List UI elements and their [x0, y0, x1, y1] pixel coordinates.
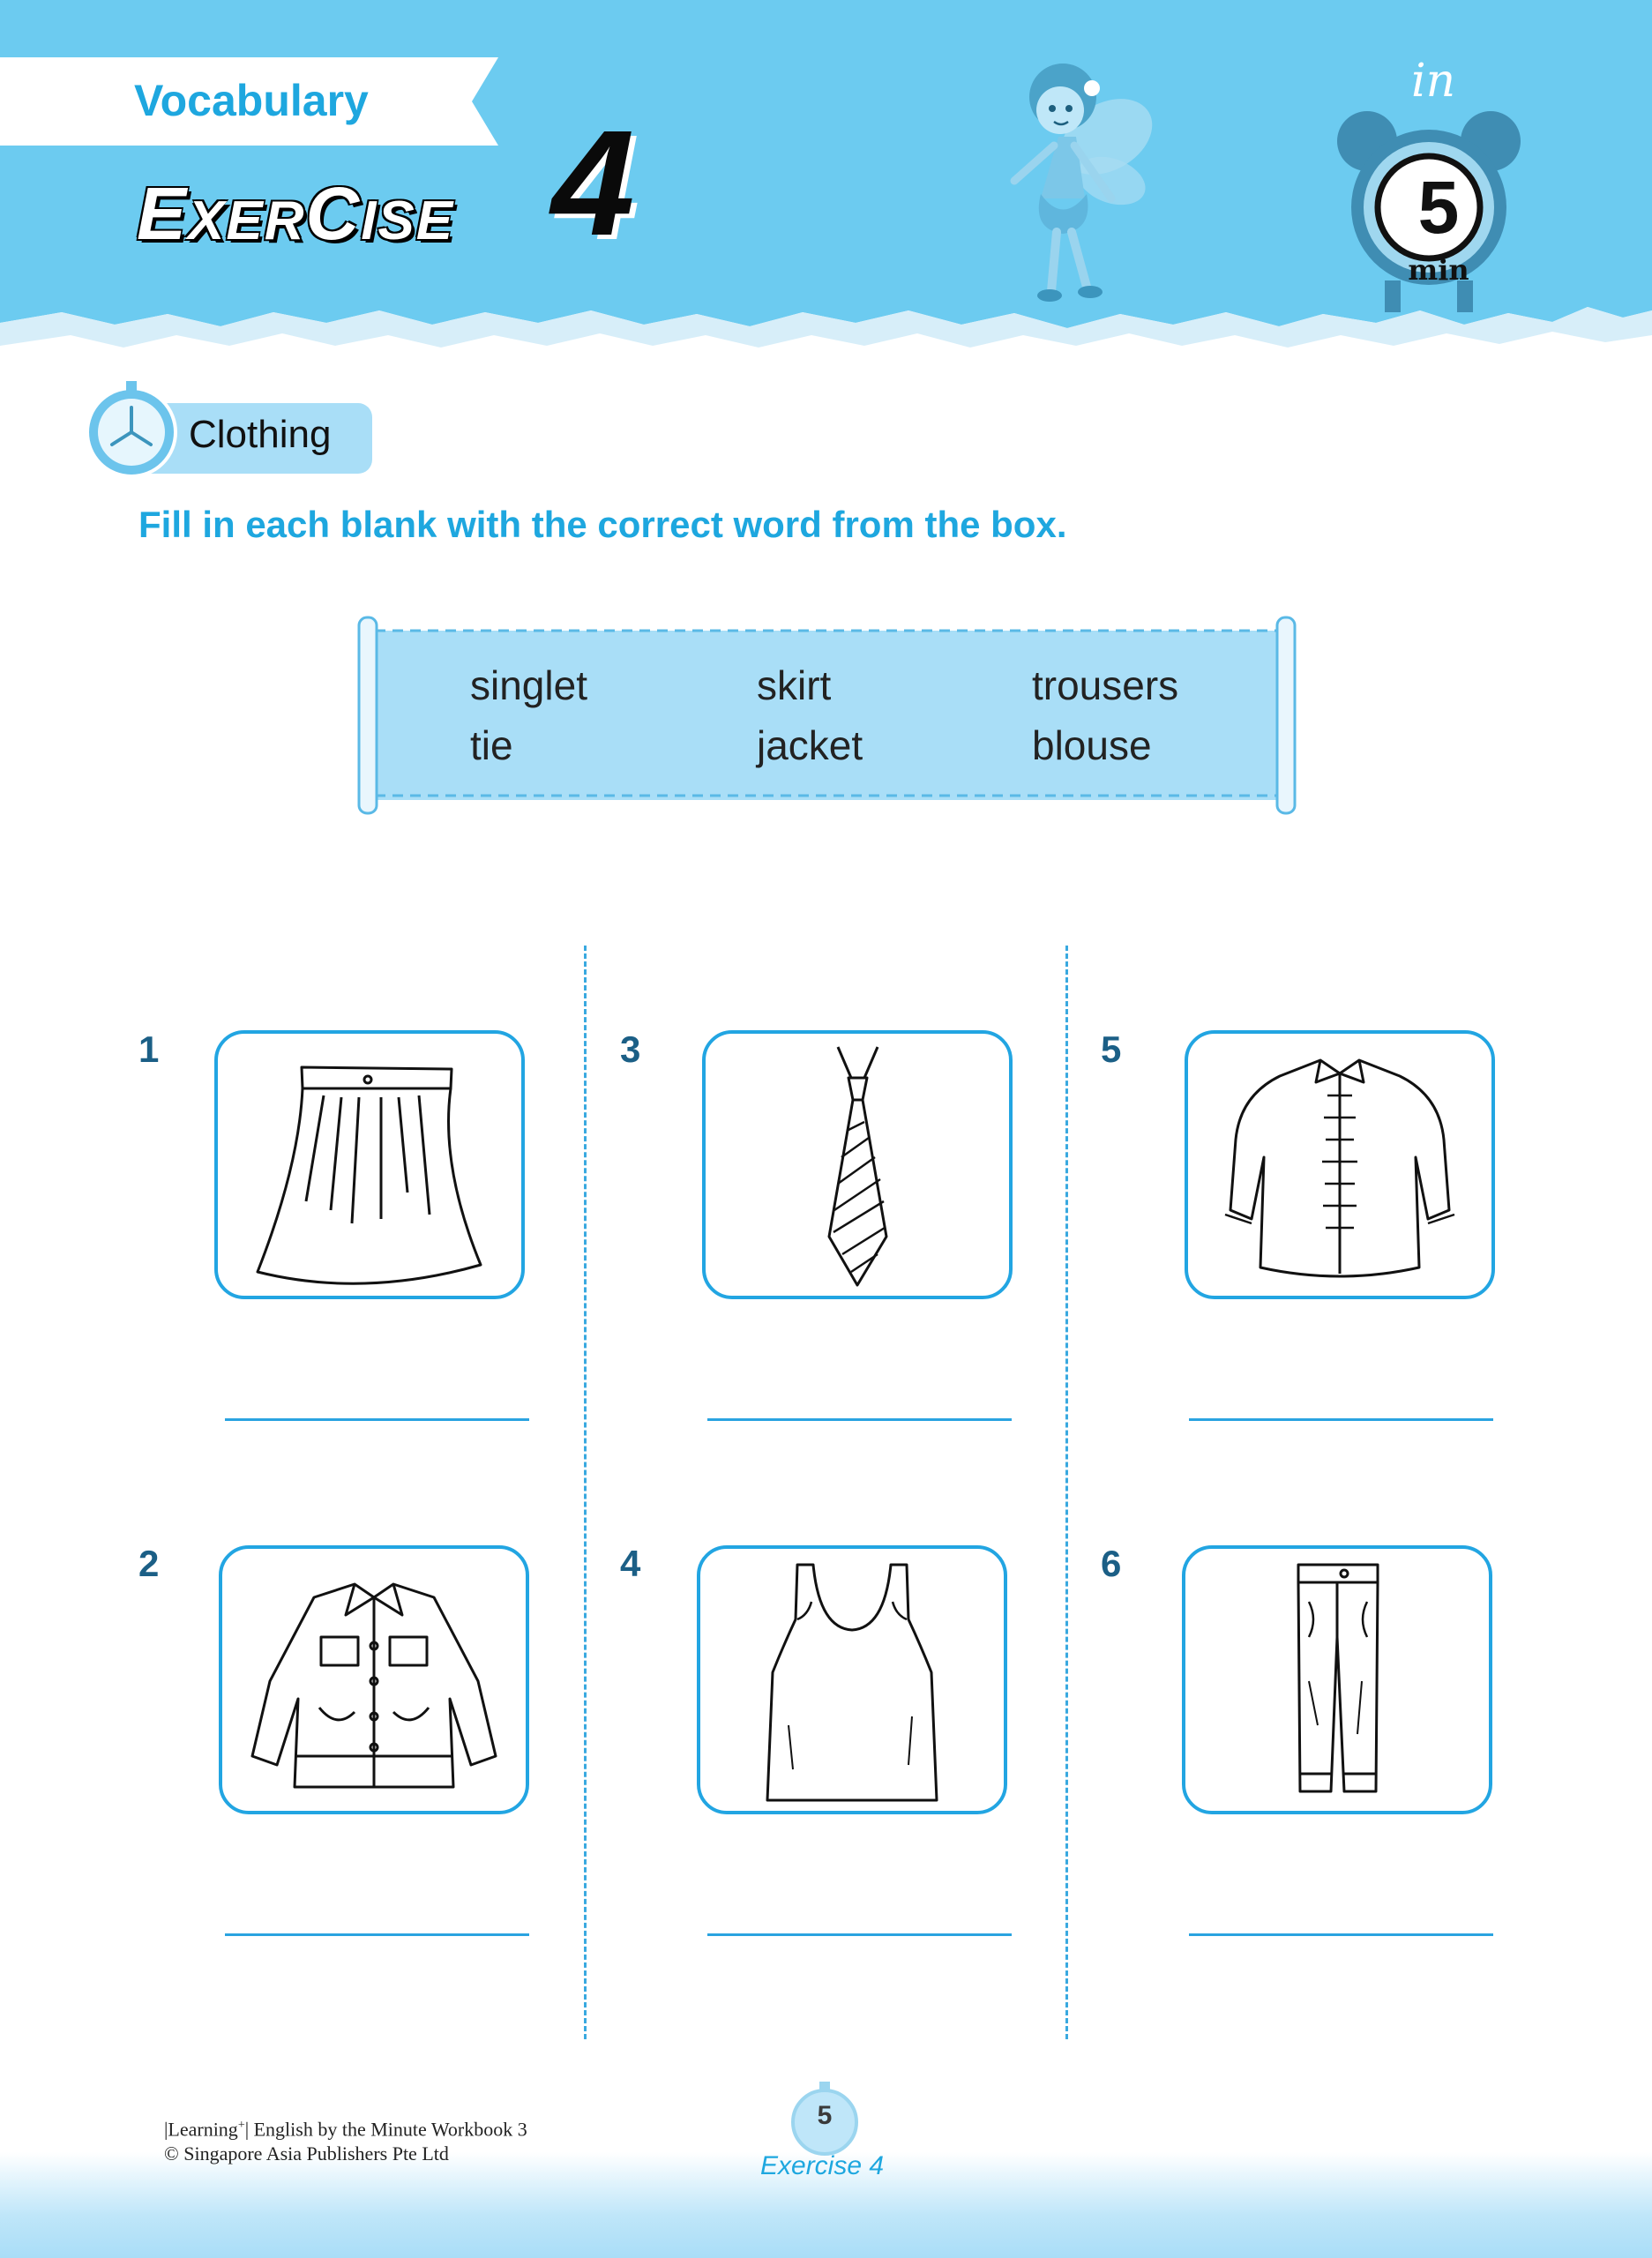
word-option: blouse: [1032, 722, 1152, 768]
question-number: 6: [1101, 1543, 1122, 1584]
answer-blank[interactable]: [1189, 1933, 1493, 1936]
column-divider: [1065, 946, 1068, 2039]
answer-blank[interactable]: [707, 1933, 1012, 1936]
answer-blank[interactable]: [707, 1418, 1012, 1421]
column-divider: [584, 946, 587, 2039]
question-number: 4: [620, 1543, 641, 1584]
instruction-text: Fill in each blank with the correct word from the box.: [138, 504, 1067, 545]
exercise-number: 4: [551, 100, 635, 267]
fairy-illustration: [988, 49, 1164, 313]
tie-icon: [706, 1034, 1009, 1296]
skirt-icon: [218, 1034, 521, 1296]
question-number: 3: [620, 1028, 641, 1070]
question-number: 2: [138, 1543, 160, 1584]
blouse-icon: [1188, 1034, 1491, 1296]
scroll-frame: [357, 613, 1297, 816]
exercise-letter: E: [137, 172, 189, 255]
picture-frame: [1182, 1545, 1492, 1814]
picture-frame: [697, 1545, 1007, 1814]
book-title: [164, 2113, 527, 2142]
timer-unit: min: [1408, 253, 1469, 287]
word-box: [357, 613, 1297, 816]
book-title-prefix: |Learning: [164, 2118, 238, 2141]
exercise-letters: ISE: [361, 191, 455, 251]
page-number: 5: [817, 2101, 833, 2130]
word-option: skirt: [757, 662, 832, 708]
jacket-icon: [222, 1549, 526, 1811]
question-number: 1: [138, 1028, 160, 1070]
timer-prefix: in: [1411, 55, 1456, 108]
trousers-icon: [1185, 1549, 1489, 1811]
picture-frame: [702, 1030, 1013, 1299]
word-option: singlet: [470, 662, 587, 708]
footer-exercise-label: Exercise 4: [760, 2151, 885, 2180]
category-label: Vocabulary: [134, 76, 369, 125]
question-number: 5: [1101, 1028, 1122, 1070]
word-option: tie: [470, 722, 513, 768]
book-title-suffix: | English by the Minute Workbook 3: [244, 2118, 527, 2141]
book-title-sup: +: [237, 2119, 245, 2132]
copyright-text: © Singapore Asia Publishers Pte Ltd: [164, 2142, 449, 2165]
picture-frame: [219, 1545, 529, 1814]
singlet-icon: [700, 1549, 1004, 1811]
picture-frame: [1185, 1030, 1495, 1299]
timer-value: 5: [1417, 166, 1460, 249]
word-option: trousers: [1032, 662, 1179, 708]
topic-title: Clothing: [189, 413, 332, 456]
word-option: jacket: [757, 722, 863, 768]
answer-blank[interactable]: [1189, 1418, 1493, 1421]
exercise-letter: C: [305, 172, 362, 255]
exercise-heading: [137, 169, 454, 265]
exercise-letters: XER: [188, 191, 306, 251]
picture-frame: [214, 1030, 525, 1299]
answer-blank[interactable]: [225, 1418, 529, 1421]
answer-blank[interactable]: [225, 1933, 529, 1936]
